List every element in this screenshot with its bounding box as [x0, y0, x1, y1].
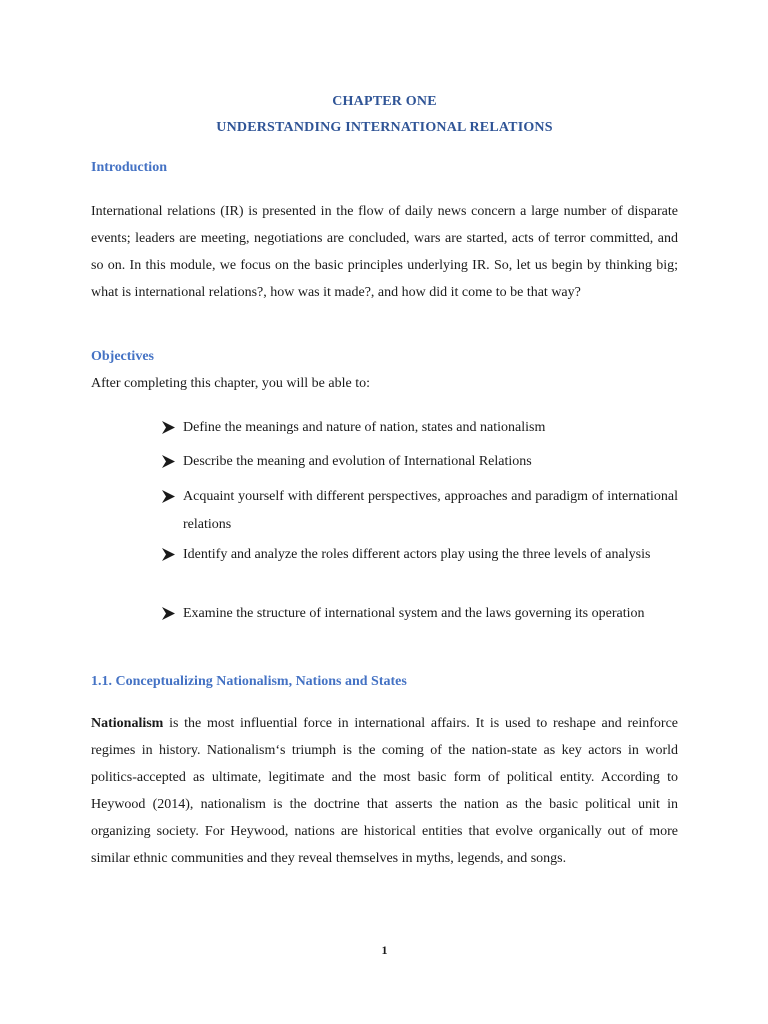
- chapter-number: CHAPTER ONE: [332, 94, 437, 109]
- chapter-title: UNDERSTANDING INTERNATIONAL RELATIONS: [216, 120, 553, 135]
- objective-text: Define the meanings and nature of nation, states and nationalism: [183, 420, 546, 435]
- objective-item: [161, 600, 678, 628]
- arrowhead-bullet-icon: [161, 420, 176, 435]
- arrowhead-bullet-icon: [161, 547, 176, 562]
- objectives-heading: Objectives: [91, 349, 154, 364]
- introduction-paragraph: International relations (IR) is presented in the flow of daily news concern a large number of disparate events; leaders are meeting, negotiations are concluded, wars are started, acts of terror committed, and so on. In this module, we focus on the basic principles underlying IR. So, let us begin by thinking big; what is international relations?, how was it made?, and how did it come to be that way?: [91, 204, 678, 300]
- nationalism-paragraph: [91, 710, 678, 872]
- nationalism-text: is the most influential force in international affairs. It is used to reshape and reinforce regimes in history. Nationalism‘s triumph is the coming of the nation-state as key actors in world politics-accepted as ultimate, legitimate and the most basic form of political entity. According to Heywood (2014), nationalism is the doctrine that asserts the nation as the basic political unit in organizing society. For Heywood, nations are historical entities that evolve organically out of more similar ethnic communities and they reveal themselves in myths, legends, and songs.: [91, 716, 678, 866]
- section-heading-1-1: 1.1. Conceptualizing Nationalism, Nations and States: [91, 674, 407, 689]
- objective-text: Describe the meaning and evolution of International Relations: [183, 454, 532, 469]
- objective-text: Acquaint yourself with different perspectives, approaches and paradigm of international relations: [183, 489, 678, 532]
- introduction-heading: Introduction: [91, 160, 167, 175]
- objective-item: [161, 414, 678, 442]
- objective-text: Examine the structure of international system and the laws governing its operation: [183, 606, 645, 621]
- nationalism-term: Nationalism: [91, 716, 164, 731]
- arrowhead-bullet-icon: [161, 606, 176, 621]
- arrowhead-bullet-icon: [161, 489, 176, 504]
- objective-item: [161, 448, 678, 476]
- objective-item: [161, 541, 678, 569]
- page-number: 1: [381, 943, 388, 957]
- objective-item: [161, 483, 678, 539]
- arrowhead-bullet-icon: [161, 454, 176, 469]
- objective-text: Identify and analyze the roles different actors play using the three levels of analysis: [183, 547, 651, 562]
- objectives-lead: After completing this chapter, you will be able to:: [91, 376, 370, 391]
